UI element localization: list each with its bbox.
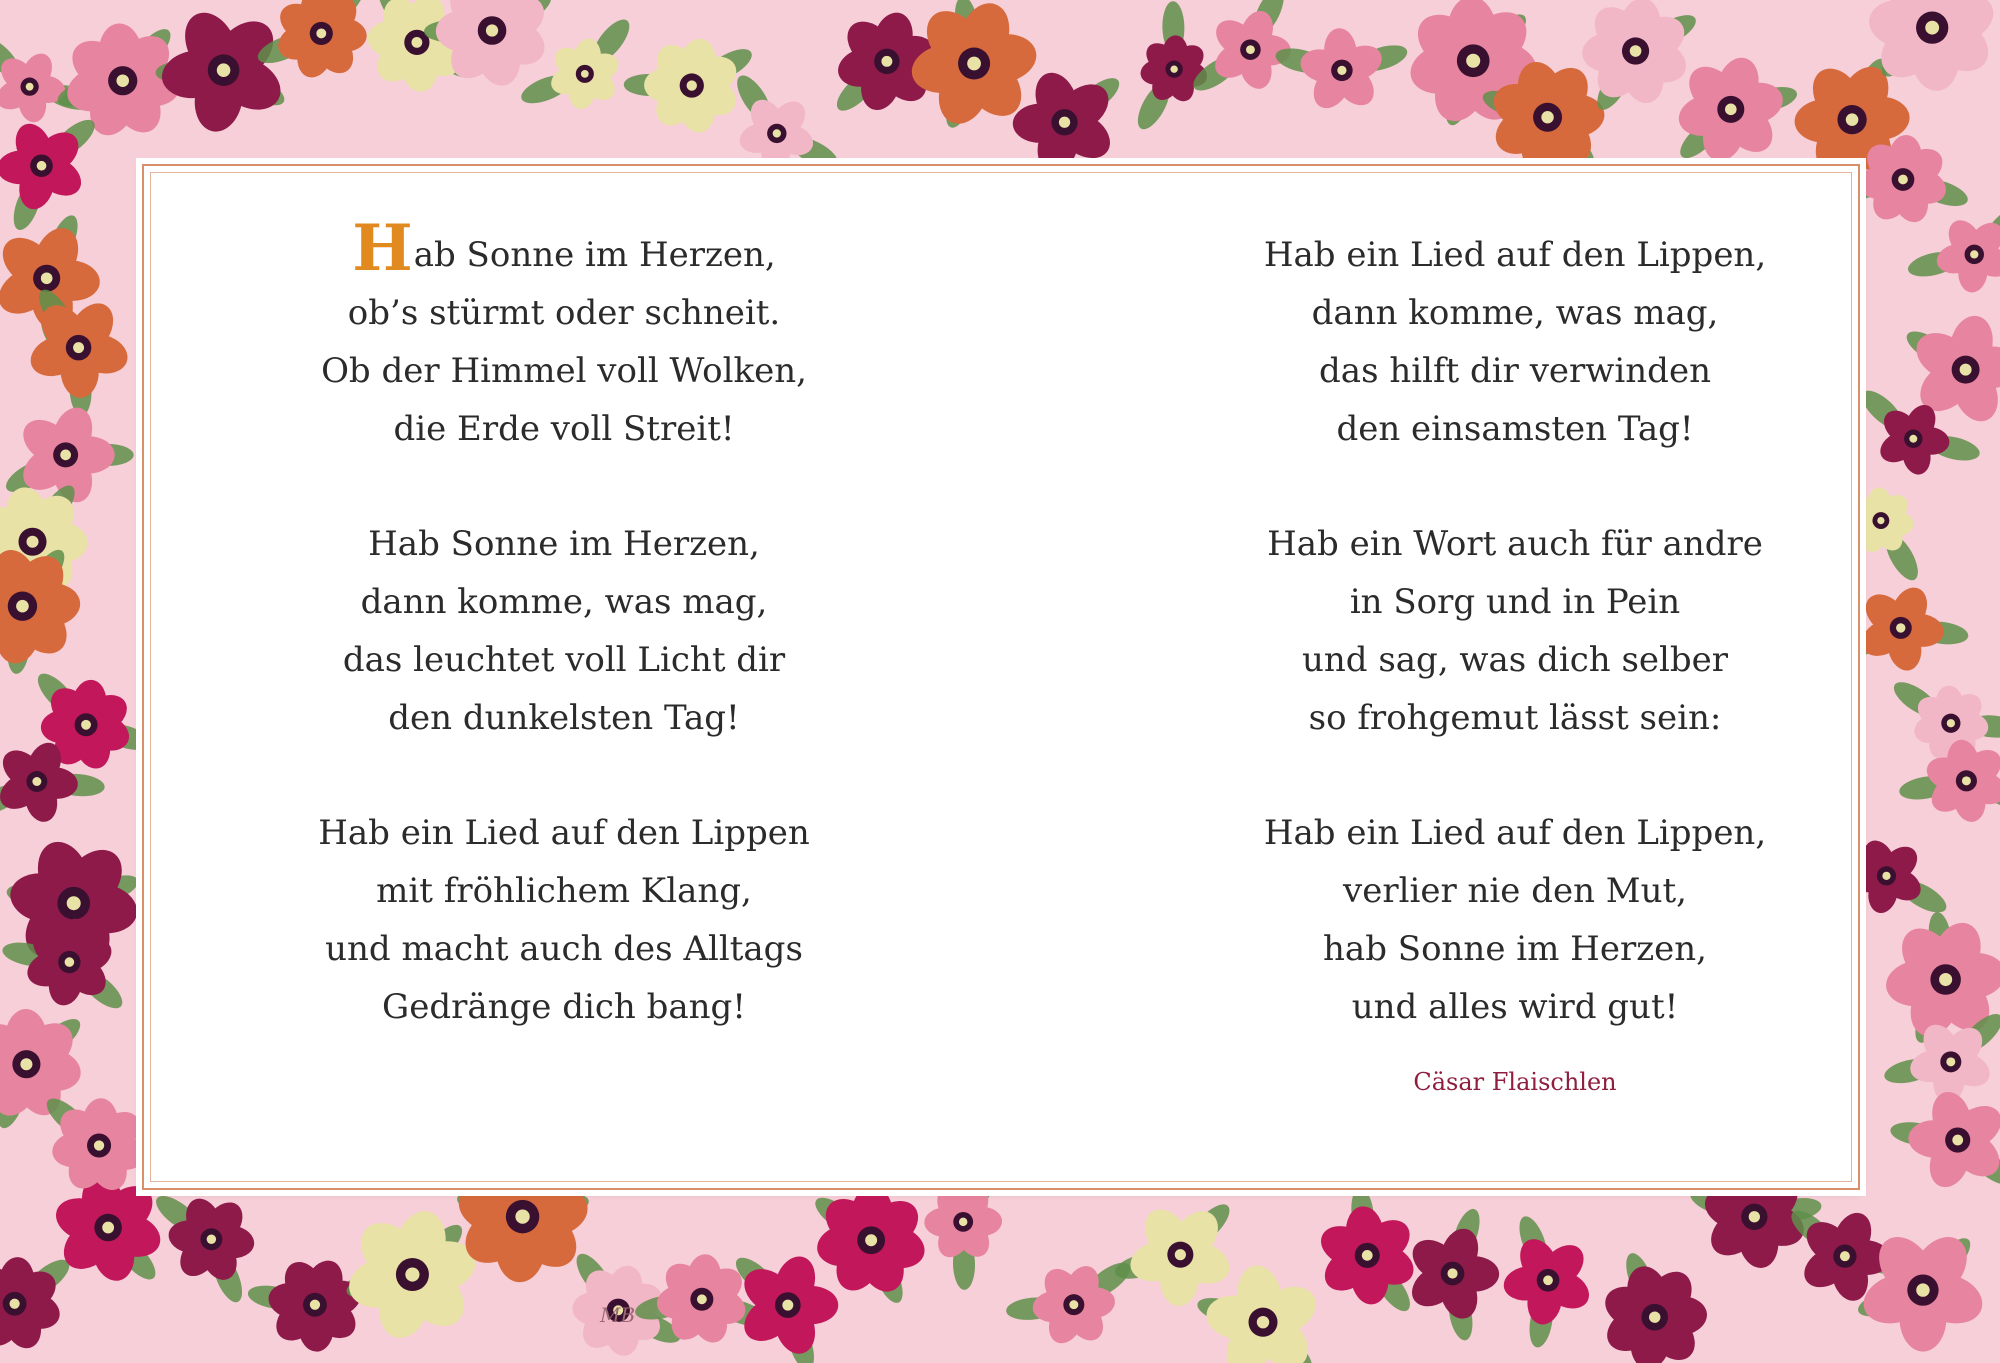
flower-decoration (155, 4, 289, 135)
flower-decoration (1315, 1187, 1420, 1317)
poem-line: den dunkelsten Tag! (388, 698, 740, 738)
poem-line: Hab ein Lied auf den Lippen, (1263, 813, 1767, 853)
flower-decoration (1404, 1206, 1499, 1343)
poem-line: und sag, was dich selber (1301, 640, 1729, 680)
flower-decoration (1501, 1213, 1595, 1349)
poem-line: verlier nie den Mut, (1343, 871, 1687, 911)
flower-decoration (1273, 27, 1410, 115)
poem-line: das hilft dir verwinden (1319, 351, 1711, 391)
poem-left-column (214, 211, 914, 1093)
flower-decoration (0, 113, 101, 233)
poem-line: Hab Sonne im Herzen, (368, 524, 760, 564)
poem-author: Cäsar Flaischlen (1413, 1068, 1617, 1096)
flower-decoration (150, 1189, 256, 1306)
poem-line: Hab ein Lied auf den Lippen, (1263, 235, 1767, 275)
poem-line: mit fröhlichem Klang, (376, 871, 752, 911)
stanza (1165, 804, 1865, 1036)
poem-line: Gedränge dich bang! (382, 987, 746, 1027)
poem-line: den einsamsten Tag! (1336, 409, 1694, 449)
poem-line: dann komme, was mag, (1311, 293, 1719, 333)
flower-decoration (624, 35, 757, 136)
poem-line: in Sorg und in Pein (1349, 582, 1681, 622)
poem-line: Hab Sonne im Herzen, (352, 211, 776, 286)
flower-decoration (343, 1205, 481, 1343)
flower-decoration (1599, 1250, 1708, 1363)
artist-monogram: MB (600, 1303, 636, 1327)
poem-line: so frohgemut lässt sein: (1308, 698, 1722, 738)
flower-decoration (1581, 0, 1700, 115)
stanza (1165, 515, 1865, 747)
poem-card (142, 164, 1860, 1190)
poem-line: das leuchtet voll Licht dir (342, 640, 786, 680)
drop-cap-initial: H (352, 211, 413, 286)
poem-line: und alles wird gut! (1351, 987, 1679, 1027)
poem-line: Ob der Himmel voll Wolken, (321, 351, 807, 391)
stanza (214, 804, 914, 1036)
poem-line: Hab ein Lied auf den Lippen (318, 813, 810, 853)
poem-line: dann komme, was mag, (360, 582, 768, 622)
poem-right-column (1165, 226, 1865, 1099)
flower-decoration (1889, 1087, 2000, 1192)
flower-decoration (0, 1253, 75, 1353)
poem-line: Hab ein Wort auch für andre (1267, 524, 1763, 564)
flower-decoration (1132, 1, 1211, 134)
flower-decoration (731, 70, 843, 174)
flower-decoration (810, 1185, 930, 1307)
flower-decoration (1674, 53, 1799, 166)
flower-decoration (1889, 676, 2000, 764)
stanza (214, 515, 914, 747)
flower-decoration (25, 284, 132, 416)
poem-line: die Erde voll Streit! (393, 409, 735, 449)
poem-line: ob’s stürmt oder schneit. (347, 293, 781, 333)
flower-decoration (1188, 0, 1291, 97)
stanza (1165, 226, 1865, 458)
flower-decoration (1898, 737, 2000, 824)
stanza (214, 211, 914, 458)
flower-decoration (1112, 1198, 1236, 1306)
poem-line: hab Sonne im Herzen, (1323, 929, 1707, 969)
poem-line: und macht auch des Alltags (325, 929, 803, 969)
